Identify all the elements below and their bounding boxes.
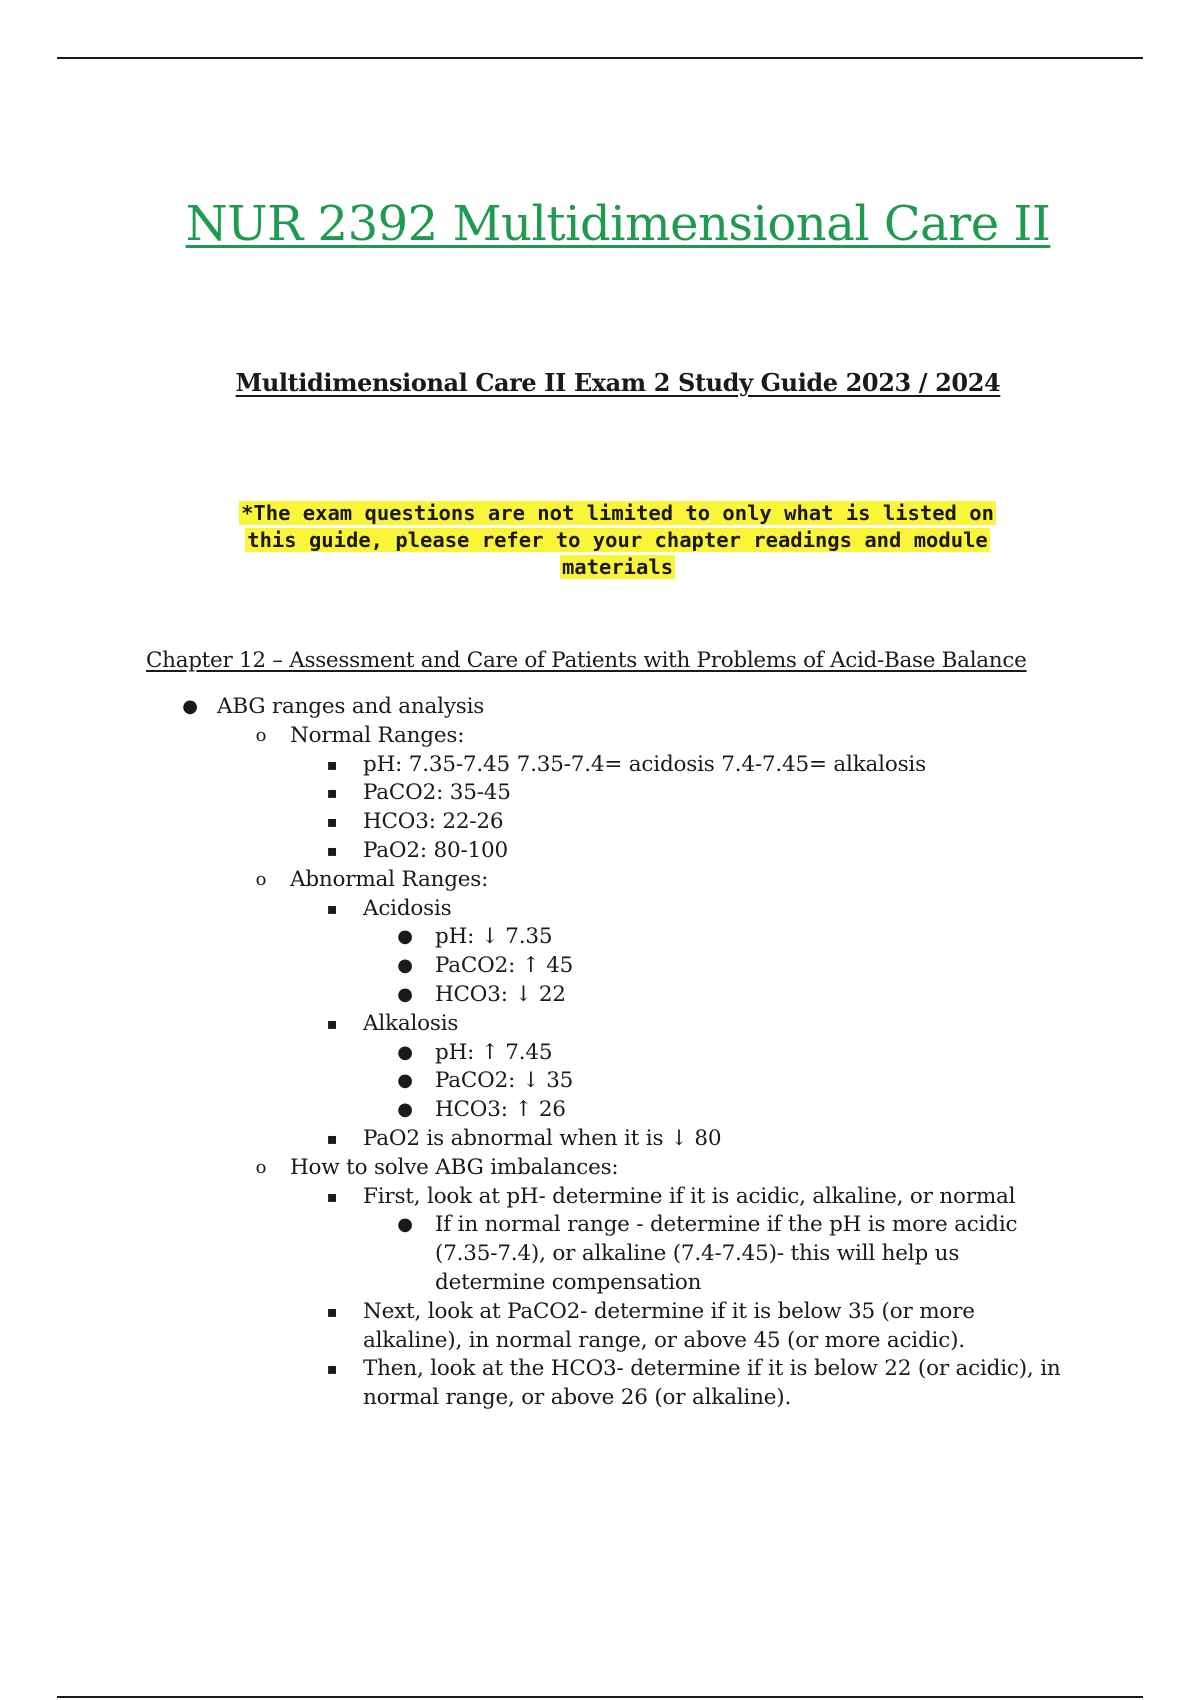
outline-item-text: First, look at pH- determine if it is acidic, alkaline, or normal	[363, 1183, 1016, 1209]
bullet-marker: ▪	[326, 898, 338, 918]
document-subtitle: Multidimensional Care II Exam 2 Study Guide 2023 / 2024	[235, 368, 1001, 397]
outline-item	[0, 1154, 1200, 1183]
outline-item-text: alkaline), in normal range, or above 45 (or more acidic).	[363, 1327, 965, 1353]
outline-item	[0, 751, 1200, 780]
outline-item	[0, 1240, 1200, 1269]
notice-line-3: materials	[561, 555, 674, 579]
outline-item	[0, 1298, 1200, 1327]
bullet-marker: ●	[397, 1099, 413, 1121]
outline-item-text: PaCO2: ↑ 45	[435, 953, 574, 979]
outline-item-text: normal range, or above 26 (or alkaline).	[363, 1385, 792, 1411]
outline-item	[0, 779, 1200, 808]
outline-item	[0, 1096, 1200, 1125]
outline-item-text: PaO2 is abnormal when it is ↓ 80	[363, 1125, 722, 1151]
outline-item-text: Acidosis	[363, 895, 452, 921]
exam-notice	[160, 500, 1075, 581]
outline-item	[0, 1010, 1200, 1039]
outline-item	[0, 923, 1200, 952]
bullet-marker: ●	[397, 926, 413, 948]
bullet-marker: ●	[397, 983, 413, 1005]
chapter-heading: Chapter 12 – Assessment and Care of Patients with Problems of Acid-Base Balance	[146, 648, 1027, 673]
bottom-rule	[57, 1696, 1143, 1698]
outline-item	[0, 1355, 1200, 1384]
bullet-marker: ●	[397, 1214, 413, 1236]
outline-item	[0, 1067, 1200, 1096]
outline-item	[0, 866, 1200, 895]
notice-line-1: *The exam questions are not limited to only what is listed on	[241, 501, 994, 525]
outline-item-text: (7.35-7.4), or alkaline (7.4-7.45)- this will help us	[435, 1241, 960, 1267]
bullet-marker: ▪	[326, 1301, 338, 1321]
outline-item	[0, 1269, 1200, 1298]
bullet-marker: o	[255, 724, 267, 746]
outline-list	[0, 693, 1200, 1413]
bullet-marker: ●	[397, 1070, 413, 1092]
outline-item-text: PaO2: 80-100	[363, 837, 508, 863]
bullet-marker: ●	[397, 955, 413, 977]
notice-line-2: this guide, please refer to your chapter readings and module	[247, 528, 988, 552]
outline-item-text: Abnormal Ranges:	[290, 866, 489, 892]
bullet-marker: ▪	[326, 840, 338, 860]
outline-item-text: HCO3: 22-26	[363, 809, 504, 835]
outline-item	[0, 981, 1200, 1010]
outline-item	[0, 808, 1200, 837]
bullet-marker: ▪	[326, 783, 338, 803]
outline-item	[0, 722, 1200, 751]
outline-item	[0, 1211, 1200, 1240]
outline-item-text: ABG ranges and analysis	[217, 694, 485, 719]
outline-item-text: Next, look at PaCO2- determine if it is below 35 (or more	[363, 1298, 975, 1324]
outline-item	[0, 1039, 1200, 1068]
bullet-marker: ▪	[326, 1013, 338, 1033]
outline-item	[0, 952, 1200, 981]
outline-item-text: HCO3: ↑ 26	[435, 1097, 566, 1123]
bullet-marker: ●	[182, 696, 198, 717]
bullet-marker: ▪	[326, 812, 338, 832]
bullet-marker: ▪	[326, 754, 338, 774]
outline-item-text: Then, look at the HCO3- determine if it is below 22 (or acidic), in	[363, 1356, 1061, 1382]
bullet-marker: o	[255, 868, 267, 890]
outline-item-text: pH: 7.35-7.45 7.35-7.4= acidosis 7.4-7.45= alkalosis	[363, 751, 926, 777]
outline-item	[0, 1125, 1200, 1154]
outline-item-text: If in normal range - determine if the pH is more acidic	[435, 1212, 1018, 1238]
outline-item	[0, 693, 1200, 722]
outline-item-text: How to solve ABG imbalances:	[290, 1154, 619, 1180]
outline-item-text: Alkalosis	[363, 1010, 459, 1036]
outline-item-text: determine compensation	[435, 1269, 702, 1295]
outline-item	[0, 837, 1200, 866]
bullet-marker: ▪	[326, 1186, 338, 1206]
outline-item	[0, 1183, 1200, 1212]
bullet-marker: ▪	[326, 1128, 338, 1148]
outline-item-text: PaCO2: 35-45	[363, 780, 511, 806]
outline-item	[0, 1384, 1200, 1413]
bullet-marker: ▪	[326, 1359, 338, 1379]
outline-item-text: HCO3: ↓ 22	[435, 981, 566, 1007]
outline-item-text: PaCO2: ↓ 35	[435, 1068, 574, 1094]
bullet-marker: ●	[397, 1041, 413, 1063]
document-title: NUR 2392 Multidimensional Care II	[185, 196, 1051, 252]
outline-item	[0, 895, 1200, 924]
bullet-marker: o	[255, 1156, 267, 1178]
outline-item	[0, 1327, 1200, 1356]
outline-item-text: Normal Ranges:	[290, 722, 465, 748]
outline-item-text: pH: ↓ 7.35	[435, 924, 553, 950]
outline-item-text: pH: ↑ 7.45	[435, 1039, 553, 1065]
top-rule	[57, 57, 1143, 59]
